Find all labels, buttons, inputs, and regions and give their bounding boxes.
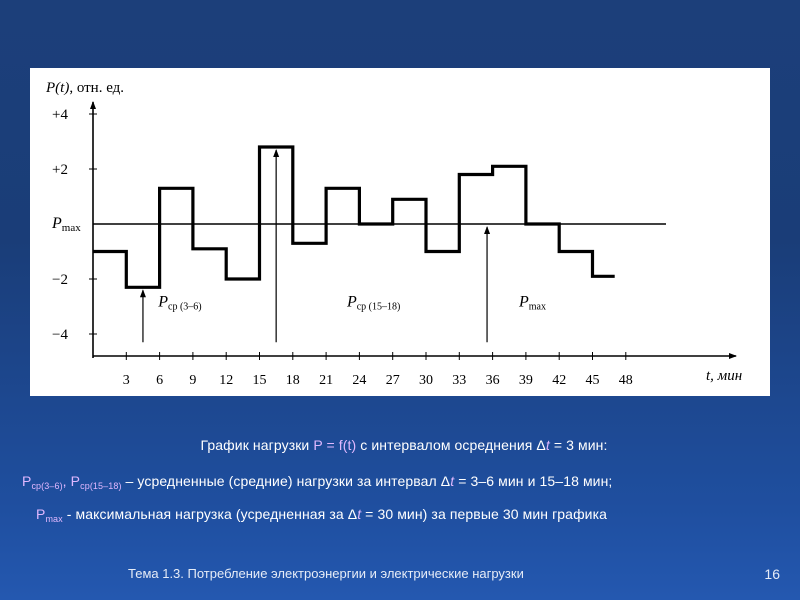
x-tick-label: 24: [352, 373, 367, 388]
caption-1-tail: = 3 мин:: [549, 437, 608, 453]
x-tick-label: 45: [585, 373, 600, 388]
y-tick-label: −4: [52, 327, 68, 343]
caption-2-text: – усредненные (средние) нагрузки за интервал Δ: [121, 473, 451, 489]
caption-2-p1: P: [22, 473, 32, 489]
y-tick-label: +4: [52, 107, 68, 123]
x-tick-label: 39: [518, 373, 533, 388]
load-chart: [30, 68, 770, 396]
caption-line-2: [22, 473, 800, 491]
x-tick-label: 27: [385, 373, 400, 388]
annotation-label-0: Pср (3–6): [158, 293, 202, 313]
caption-1-post: с интервалом осреднения Δ: [356, 437, 546, 453]
caption-1-t: t: [545, 437, 550, 453]
x-tick-label: 6: [156, 373, 164, 388]
y-tick-label: +2: [52, 162, 68, 178]
caption-3-text: - максимальная нагрузка (усредненная за Δ: [62, 506, 358, 522]
annotation-label-2: Pmax: [519, 293, 546, 313]
caption-1-pre: График нагрузки: [200, 437, 314, 453]
x-tick-label: 21: [319, 373, 334, 388]
x-tick-label: 30: [419, 373, 433, 388]
caption-2-tail: = 3–6 мин и 15–18 мин;: [454, 473, 613, 489]
x-tick-label: 48: [618, 373, 633, 388]
caption-line-1: [0, 437, 800, 453]
caption-2-comma: ,: [62, 473, 71, 489]
load-step-series-0: [93, 147, 615, 287]
caption-3-p: P: [36, 506, 46, 522]
x-axis-label: t, мин: [706, 368, 743, 384]
x-tick-label: 15: [252, 373, 267, 388]
x-tick-label: 36: [485, 373, 500, 388]
x-tick-label: 18: [285, 373, 300, 388]
y-axis-label: P(t), отн. ед.: [46, 80, 125, 96]
caption-3-tail: = 30 мин) за первые 30 мин графика: [361, 506, 608, 522]
caption-3-t: t: [357, 506, 362, 522]
caption-2-s2: ср(15–18): [80, 481, 122, 491]
caption-3-s: max: [45, 514, 63, 524]
caption-1-formula: P = f(t): [313, 437, 357, 453]
x-tick-label: 33: [452, 373, 467, 388]
pmax-axis-label: Pmax: [52, 215, 81, 234]
annotation-label-1: Pср (15–18): [346, 293, 401, 313]
x-tick-label: 9: [189, 373, 197, 388]
caption-2-t: t: [450, 473, 455, 489]
caption-2-p2: P: [70, 473, 81, 489]
chart-panel: [30, 68, 770, 396]
y-tick-label: −2: [52, 272, 68, 288]
page-number: 16: [764, 566, 780, 582]
caption-line-3: [36, 506, 800, 524]
x-tick-label: 12: [219, 373, 234, 388]
x-tick-label: 42: [552, 373, 567, 388]
caption-2-s1: ср(3–6): [31, 481, 63, 491]
footer-topic: Тема 1.3. Потребление электроэнергии и электрические нагрузки: [128, 566, 524, 581]
x-tick-label: 3: [122, 373, 130, 388]
